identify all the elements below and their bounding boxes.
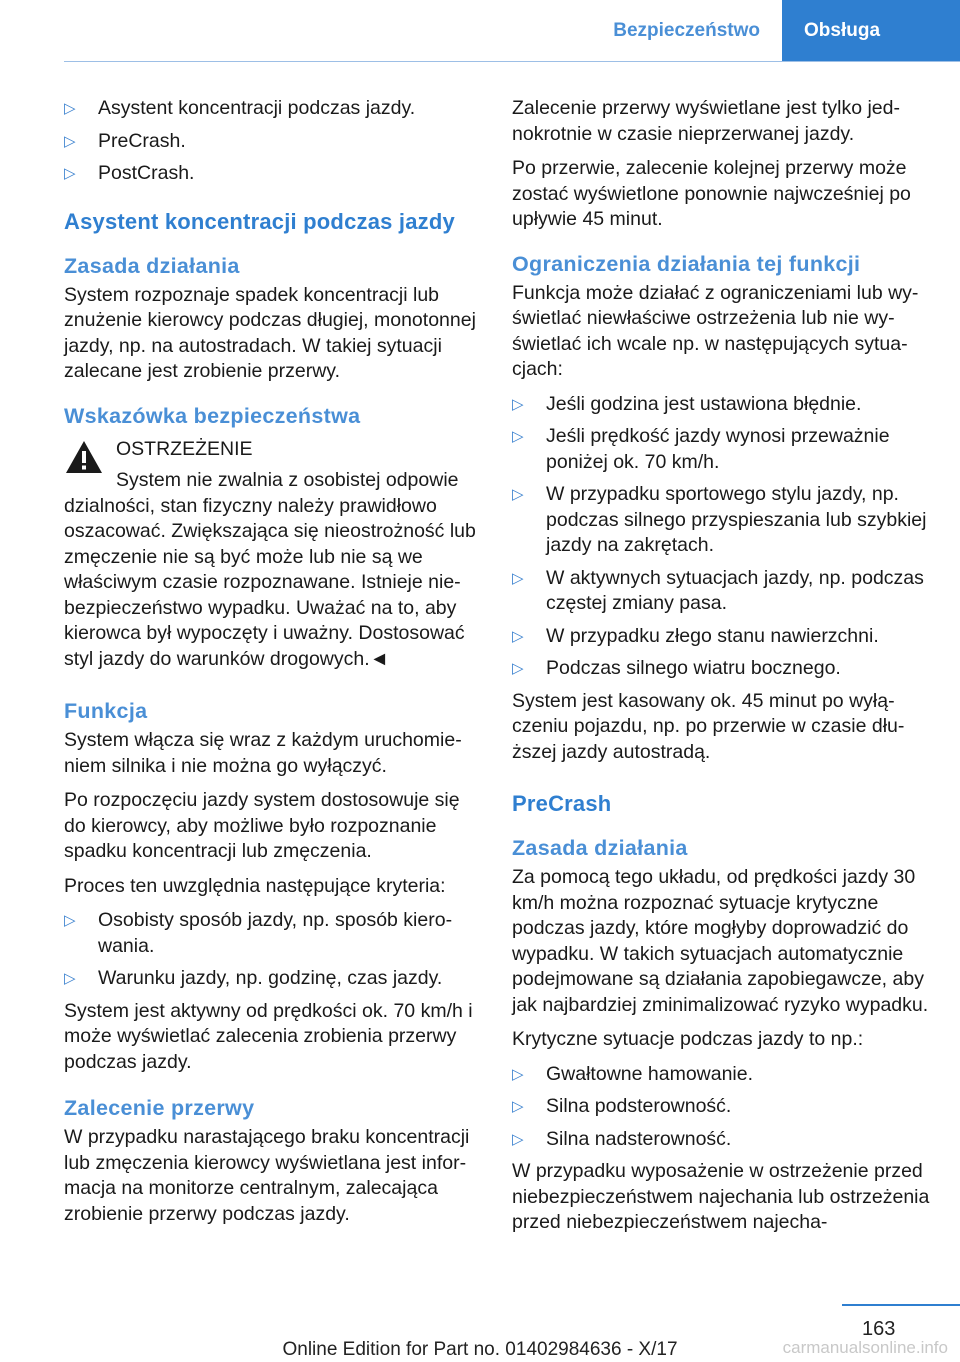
warning-text: dzialności, stan fizyczny należy prawidłowo oszacować. Zwiększająca się nieostrożność lub zmęczenie nie są być może lub nie są we właściwym czasie rozpoznawane. Istnieje niebezpieczeństwo wypadku. Uważać na to, aby kierowca był wypoczęty i uważny. Dostosować styl jazdy do warunków drogowych.◄ bbox=[64, 494, 476, 670]
list-item bbox=[64, 96, 482, 122]
list-item-text: W przypadku złego stanu nawierzchni. bbox=[546, 624, 879, 647]
triangle-bullet-icon: ▷ bbox=[512, 486, 524, 503]
paragraph: Zalecenie przerwy wyświetlane jest tylko jednokrotnie w czasie nieprzerwanej jazdy. bbox=[512, 97, 900, 145]
warning-icon bbox=[64, 439, 104, 475]
list-item bbox=[512, 482, 932, 559]
paragraph: W przypadku narastającego braku koncentracji lub zmęczenia kierowcy wyświetlana jest informacja na monitorze centralnym, zalecająca zrobienie przerwy podczas jazdy. bbox=[64, 1126, 470, 1225]
subsection-heading: Zasada działania bbox=[512, 836, 688, 860]
triangle-bullet-icon: ▷ bbox=[512, 569, 524, 587]
warning-title: OSTRZEŻENIE bbox=[116, 437, 253, 460]
triangle-bullet-icon: ▷ bbox=[512, 1130, 524, 1148]
list-item-text: Silna podsterowność. bbox=[546, 1095, 732, 1117]
right-column bbox=[512, 96, 932, 1245]
warning-box bbox=[64, 437, 482, 673]
list-item-text: Asystent koncentracji podczas jazdy. bbox=[98, 97, 416, 119]
list-item bbox=[512, 1062, 932, 1088]
page-number: 163 bbox=[862, 1318, 896, 1340]
list-item-text: PreCrash. bbox=[98, 129, 186, 152]
subsection-heading: Funkcja bbox=[64, 699, 148, 723]
triangle-bullet-icon: ▷ bbox=[512, 660, 524, 677]
tab-active[interactable]: Obsługa bbox=[782, 0, 960, 62]
watermark: carmanualsonline.info bbox=[782, 1338, 948, 1357]
list-item bbox=[512, 624, 932, 650]
section-heading: PreCrash bbox=[512, 791, 612, 816]
paragraph: W przypadku wyposażenie w ostrzeżenie przed niebezpieczeństwem najechania lub ostrzeżenia przed niebezpieczeństwem najecha- bbox=[512, 1160, 930, 1233]
paragraph: System włącza się wraz z każdym uruchomieniem silnika i nie można go wyłączyć. bbox=[64, 729, 462, 777]
triangle-bullet-icon: ▷ bbox=[64, 912, 76, 929]
subsection-heading: Wskazówka bezpieczeństwa bbox=[64, 403, 361, 428]
list-item-text: Jeśli prędkość jazdy wynosi przeważnie poniżej ok. 70 km/h. bbox=[546, 425, 890, 473]
paragraph: Krytyczne sytuacje podczas jazdy to np.: bbox=[512, 1028, 864, 1050]
list-item-text: Jeśli godzina jest ustawiona błędnie. bbox=[546, 392, 862, 415]
triangle-bullet-icon: ▷ bbox=[512, 395, 524, 413]
left-column bbox=[64, 96, 482, 1236]
footer-rule bbox=[842, 1304, 960, 1306]
paragraph: Proces ten uwzględnia następujące kryteria: bbox=[64, 874, 446, 897]
paragraph: Za pomocą tego układu, od prędkości jazdy 30 km/h można rozpoznać sytuacje krytyczne podczas jazdy, które mogłyby doprowadzić do wypadku. W takich sytuacjach automatycznie podejmowane są działania zapobiegawcze, aby jak najbardziej zminimalizować ryzyko wypadku. bbox=[512, 866, 929, 1016]
paragraph: System jest kasowany ok. 45 minut po wyłączeniu pojazdu, np. po przerwie w czasie dłuższej jazdy autostradą. bbox=[512, 689, 905, 763]
triangle-bullet-icon: ▷ bbox=[64, 100, 76, 117]
list-item-text: W aktywnych sytuacjach jazdy, np. podczas częstej zmiany pasa. bbox=[546, 566, 924, 614]
list-item-text: PostCrash. bbox=[98, 162, 195, 184]
list-item-text: Gwałtowne hamowanie. bbox=[546, 1062, 754, 1085]
section-heading: Asystent koncentracji podczas jazdy bbox=[64, 208, 455, 234]
list-item bbox=[64, 966, 482, 992]
list-item-text: Warunku jazdy, np. godzinę, czas jazdy. bbox=[98, 967, 443, 989]
paragraph: System rozpoznaje spadek koncentracji lub znużenie kierowcy podczas długiej, monotonnej jazdy, np. na autostradach. W takiej sytuacji zalecane jest zrobienie przerwy. bbox=[64, 283, 476, 382]
list-item-text: Osobisty sposób jazdy, np. sposób kierowania. bbox=[98, 909, 453, 957]
subsection-heading: Zalecenie przerwy bbox=[64, 1096, 255, 1120]
list-item bbox=[512, 656, 932, 682]
list-item bbox=[64, 161, 482, 187]
header-rule bbox=[64, 61, 960, 62]
list-item bbox=[64, 129, 482, 155]
list-item-text: W przypadku sportowego stylu jazdy, np. podczas silnego przyspieszania lub szybkiej jazdy na zakrętach. bbox=[546, 483, 927, 556]
triangle-bullet-icon: ▷ bbox=[64, 132, 76, 150]
list-item bbox=[512, 566, 932, 617]
list-item bbox=[512, 1127, 932, 1153]
triangle-bullet-icon: ▷ bbox=[512, 428, 524, 445]
paragraph: Po rozpoczęciu jazdy system dostosowuje się do kierowcy, aby możliwe było rozpoznanie spadku koncentracji lub zmęczenia. bbox=[64, 789, 460, 862]
triangle-bullet-icon: ▷ bbox=[64, 970, 76, 987]
list-item bbox=[512, 1094, 932, 1120]
subsection-heading: Zasada działania bbox=[64, 253, 240, 278]
triangle-bullet-icon: ▷ bbox=[512, 1098, 524, 1115]
triangle-bullet-icon: ▷ bbox=[512, 627, 524, 645]
list-item bbox=[64, 908, 482, 959]
paragraph: System jest aktywny od prędkości ok. 70 km/h i może wyświetlać zalecenia zrobienia przerwy podczas jazdy. bbox=[64, 999, 473, 1073]
subsection-heading: Ograniczenia działania tej funkcji bbox=[512, 251, 861, 276]
triangle-bullet-icon: ▷ bbox=[512, 1065, 524, 1083]
list-item-text: Podczas silnego wiatru bocznego. bbox=[546, 657, 841, 679]
paragraph: Funkcja może działać z ograniczeniami lub wyświetlać niewłaściwe ostrzeżenia lub nie wyświetlać ich wcale np. w następujących sytuacjach: bbox=[512, 281, 919, 380]
tab-section[interactable]: Bezpieczeństwo bbox=[591, 0, 782, 62]
paragraph: Po przerwie, zalecenie kolejnej przerwy może zostać wyświetlone ponownie najwcześniej po upływie 45 minut. bbox=[512, 157, 911, 230]
list-item bbox=[512, 424, 932, 475]
edition-footer: Online Edition for Part no. 01402984636 - X/17 bbox=[282, 1339, 678, 1360]
warning-text-first: System nie zwalnia z osobistej odpowie bbox=[116, 469, 459, 491]
list-item bbox=[512, 392, 932, 418]
list-item-text: Silna nadsterowność. bbox=[546, 1127, 732, 1150]
triangle-bullet-icon: ▷ bbox=[64, 165, 76, 182]
header-bar bbox=[591, 0, 960, 62]
